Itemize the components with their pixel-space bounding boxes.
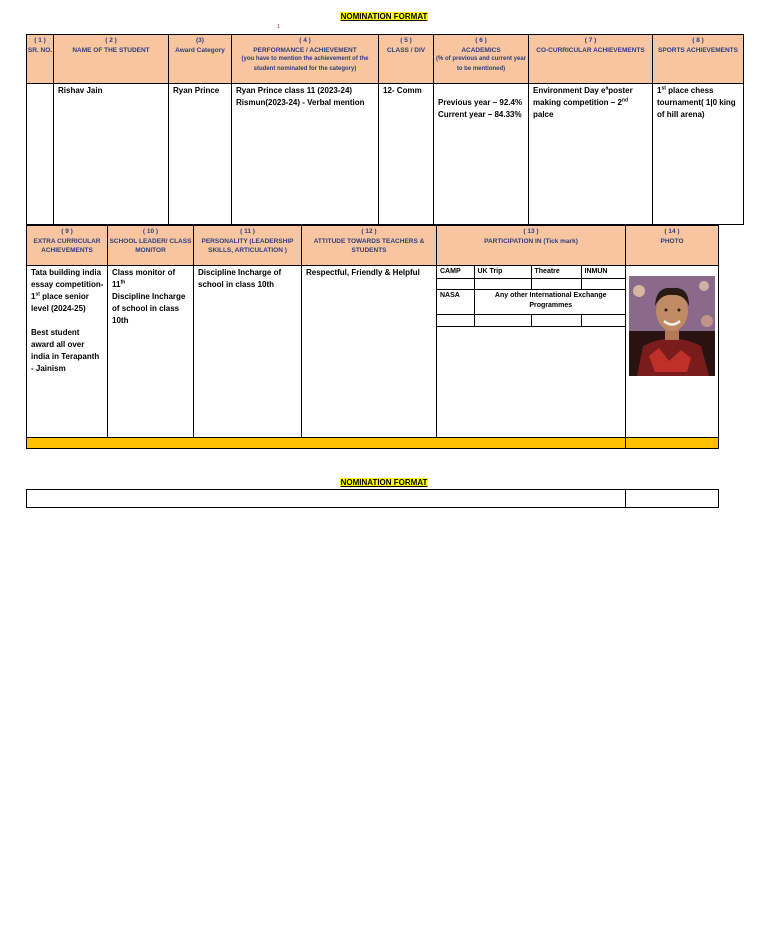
header-photo: ( 14 ) PHOTO [626,226,719,266]
footer-bar [27,438,626,449]
cell-photo [626,266,719,438]
header-cocurricular: ( 7 ) CO-CURRICULAR ACHIEVEMENTS [529,35,653,84]
participation-inmun: INMUN [581,266,626,278]
form-title: NOMINATION FORMAT [340,12,428,21]
cell-class-div: 12- Comm [379,84,434,225]
cell-award-category: Ryan Prince [169,84,232,225]
header-personality: ( 11 ) PERSONALITY (LEADERSHIP SKILLS, ARTICULATION ) [194,226,302,266]
form-title-2: NOMINATION FORMAT [340,478,428,487]
student-photo [629,276,715,376]
tick-uk-trip[interactable] [474,278,531,289]
header-attitude: ( 12 ) ATTITUDE TOWARDS TEACHERS & STUDENTS [302,226,437,266]
participation-other: Any other International Exchange Programmes [474,289,626,314]
participation-theatre: Theatre [531,266,581,278]
header-sports: ( 8 ) SPORTS ACHIEVEMENTS [653,35,744,84]
tick-other-2[interactable] [531,314,581,326]
header-academics: ( 6 ) ACADEMICS (% of previous and current year to be mentioned) [434,35,529,84]
tick-nasa[interactable] [437,314,474,326]
participation-uk-trip: UK Trip [474,266,531,278]
participation-camp: CAMP [437,266,474,278]
tick-theatre[interactable] [531,278,581,289]
footer-bar-photo [626,438,719,449]
page-mark: 1 [277,24,280,30]
cell-academics: Previous year – 92.4% Current year – 84.33% [434,84,529,225]
cell-personality: Discipline Incharge of school in class 10th [194,266,302,438]
nomination-table-top [26,34,744,225]
cell-school-leader: Class monitor of 11th Discipline Incharge of school in class 10th [108,266,194,438]
cell-student-name: Rishav Jain [54,84,169,225]
nomination-table-blank [26,489,719,508]
tick-camp[interactable] [437,278,474,289]
cell-sports: 1st place chess tournament( 1|0 king of hill arena) [653,84,744,225]
cell-sr-no [27,84,54,225]
student-photo-image [629,276,715,376]
header-class-div: ( 5 ) CLASS / DIV [379,35,434,84]
cell-cocurricular: Environment Day $e^aposter$ making competition – 2nd palce [529,84,653,225]
header-student-name: ( 2 ) NAME OF THE STUDENT [54,35,169,84]
tick-other-1[interactable] [474,314,531,326]
header-award-category: (3) Award Category [169,35,232,84]
participation-nasa: NASA [437,289,474,314]
cell-participation [437,266,626,438]
participation-grid [437,266,626,327]
header-school-leader: ( 10 ) SCHOOL LEADER/ CLASS MONITOR [108,226,194,266]
cell-performance: Ryan Prince class 11 (2023-24) Rismun(2023-24) - Verbal mention [232,84,379,225]
tick-other-3[interactable] [581,314,626,326]
cell-attitude: Respectful, Friendly & Helpful [302,266,437,438]
header-sr-no: ( 1 ) SR. NO. [27,35,54,84]
nomination-table-bottom [26,225,719,449]
tick-inmun[interactable] [581,278,626,289]
cell-extra-curricular: Tata building india essay competition- 1st place senior level (2024-25) Best student award all over india in Terapanth - Jainism [27,266,108,438]
blank-cell-photo[interactable] [626,490,719,508]
header-participation: ( 13 ) PARTICIPATION IN (Tick mark) [437,226,626,266]
blank-cell-main[interactable] [27,490,626,508]
header-extra-curricular: ( 9 ) EXTRA CURRICULAR ACHIEVEMENTS [27,226,108,266]
header-performance: ( 4 ) PERFORMANCE / ACHIEVEMENT (you have to mention the achievement of the student nominated for the category) [232,35,379,84]
